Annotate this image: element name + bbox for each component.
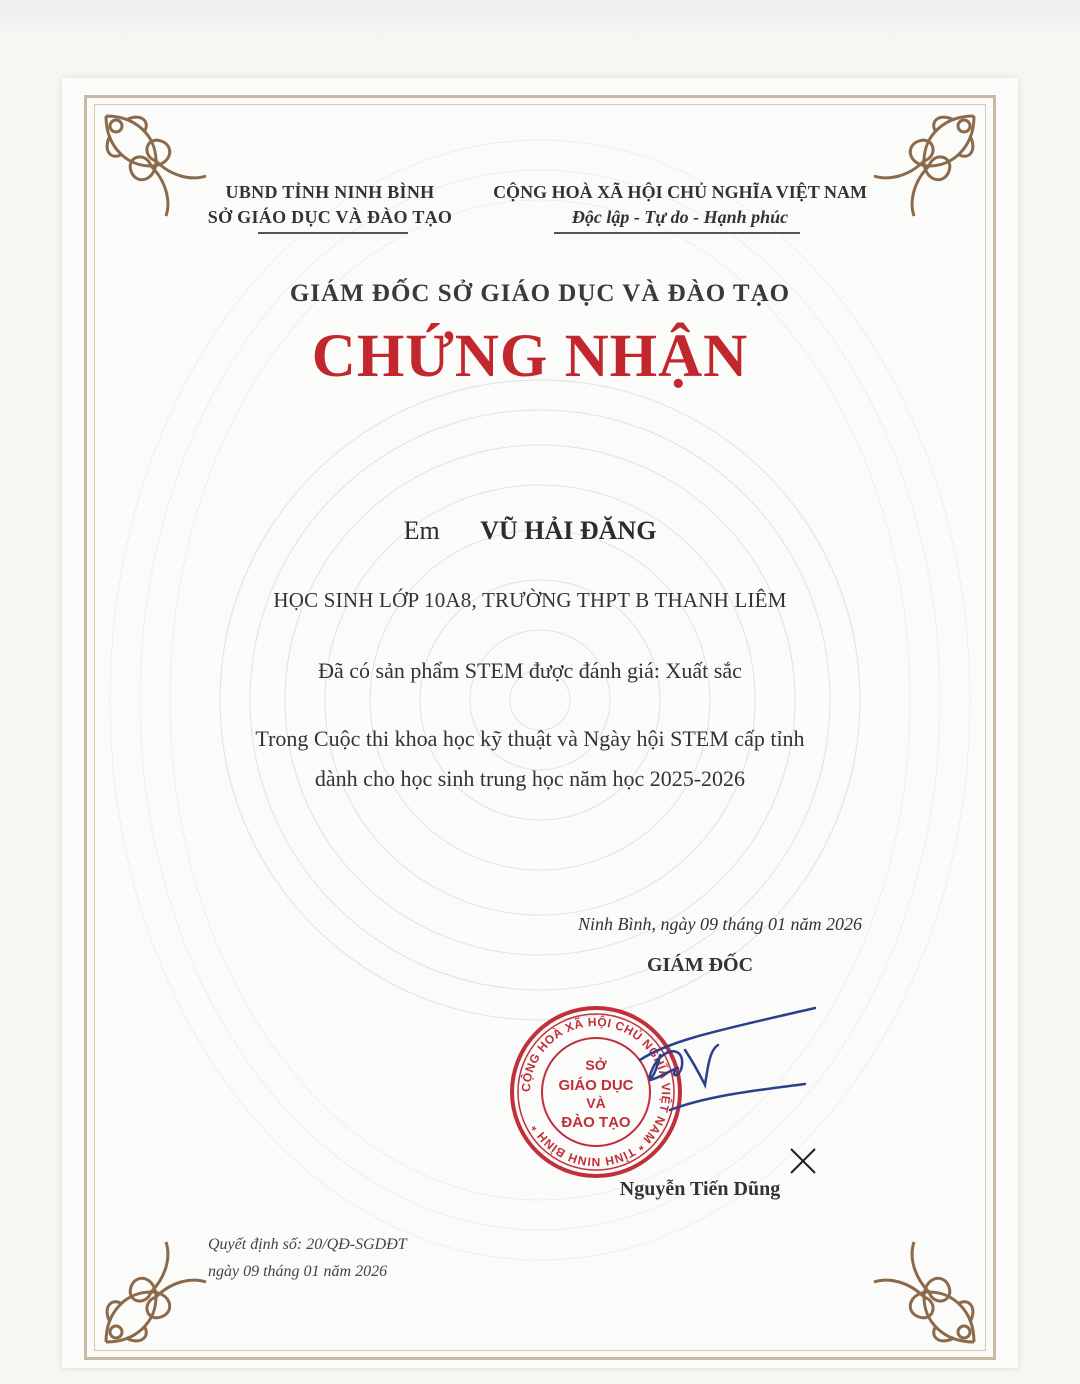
stamp-center-line-2: GIÁO DỤC: [558, 1077, 634, 1094]
agency-department: SỞ GIÁO DỤC VÀ ĐÀO TẠO: [207, 207, 453, 227]
nation-name: CỘNG HOÀ XÃ HỘI CHỦ NGHĨA VIỆT NAM: [493, 182, 867, 202]
agency-province: UBND TỈNH NINH BÌNH: [225, 182, 435, 202]
event-line-1: Trong Cuộc thi khoa học kỹ thuật và Ngày hội STEM cấp tỉnh: [255, 726, 805, 751]
issuing-agency: [160, 180, 500, 230]
agency-underline: [258, 232, 408, 234]
stamp-center-line-3: VÀ: [586, 1095, 606, 1111]
issuer-title: GIÁM ĐỐC SỞ GIÁO DỤC VÀ ĐÀO TẠO: [289, 280, 791, 307]
close-icon: [788, 1146, 818, 1176]
corner-ornament-bottom-right: [864, 1232, 984, 1352]
school-line: HỌC SINH LỚP 10A8, TRƯỜNG THPT B THANH LIÊM: [273, 588, 787, 612]
signer-position: GIÁM ĐỐC: [646, 954, 754, 976]
recipient-line: [0, 516, 1060, 546]
event-line-2: dành cho học sinh trung học năm học 2025-2026: [314, 766, 746, 791]
stamp-center-line-1: SỞ: [585, 1057, 607, 1073]
motto-underline: [554, 232, 800, 234]
stamp-center-line-4: ĐÀO TẠO: [561, 1114, 631, 1131]
signer-name: Nguyễn Tiến Dũng: [619, 1178, 781, 1200]
national-motto: Độc lập - Tự do - Hạnh phúc: [571, 207, 789, 227]
corner-ornament-top-right: [864, 106, 984, 226]
handwritten-signature: [600, 1000, 840, 1130]
recipient-prefix: Em: [403, 516, 440, 545]
certificate-title: CHỨNG NHẬN: [311, 323, 749, 390]
decision-date: ngày 09 tháng 01 năm 2026: [208, 1263, 388, 1280]
corner-ornament-bottom-left: [96, 1232, 216, 1352]
recipient-name: VŨ HẢI ĐĂNG: [480, 516, 657, 545]
achievement-line: Đã có sản phẩm STEM được đánh giá: Xuất sắc: [318, 658, 742, 683]
national-heading: [480, 180, 880, 230]
place-date: Ninh Bình, ngày 09 tháng 01 năm 2026: [578, 914, 862, 934]
stamp-ring-text: CỘNG HOÀ XÃ HỘI CHỦ NGHĨA VIỆT NAM * TỈNH NINH BÌNH *: [518, 1014, 674, 1170]
decision-number: Quyết định số: 20/QĐ-SGDĐT: [208, 1236, 407, 1253]
